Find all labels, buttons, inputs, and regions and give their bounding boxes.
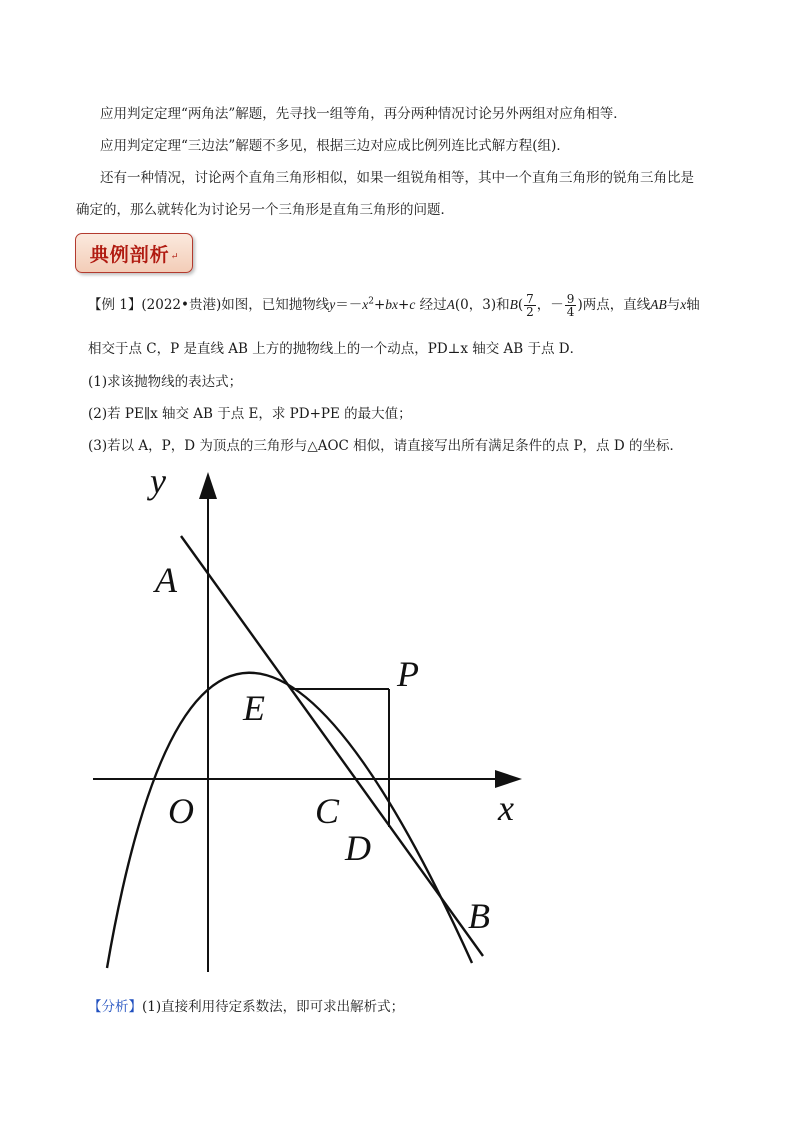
label-a: A — [155, 560, 177, 600]
paragraph-right-triangle-case-2: 确定的，那么就转化为讨论另一个三角形是直角三角形的问题． — [76, 202, 454, 218]
label-o: O — [168, 791, 194, 831]
fraction-numerator: 7 — [526, 292, 534, 306]
line-ab — [181, 536, 483, 956]
passes-through: 经过 — [415, 297, 447, 313]
question-1: (1)求该抛物线的表达式； — [88, 374, 243, 390]
line-ab: AB — [650, 297, 667, 312]
analysis-line — [88, 995, 404, 1015]
eq-c: c — [409, 297, 416, 312]
question-3: (3)若以 A，P，D 为顶点的三角形与△AOC 相似，请直接写出所有满足条件的点 P，点 D 的坐标． — [88, 438, 683, 454]
two-points-text: )两点，直线 — [577, 297, 651, 313]
return-mark: ↵ — [170, 252, 179, 262]
label-d: D — [345, 828, 371, 868]
label-x: x — [498, 788, 514, 828]
fraction-denominator: 4 — [566, 305, 575, 319]
x-axis-arrow — [495, 770, 522, 788]
eq-exponent: 2 — [368, 296, 374, 307]
question-2: (2)若 PE∥x 轴交 AB 于点 E，求 PD+PE 的最大值； — [88, 406, 412, 422]
point-a-name: A — [446, 297, 455, 312]
eq-plus-2: + — [398, 297, 410, 313]
point-b-open: ( — [517, 297, 524, 313]
label-p: P — [397, 654, 419, 694]
eq-x: x — [362, 297, 369, 312]
parabola-curve — [107, 673, 472, 968]
point-a-coord: (0，3)和 — [454, 297, 510, 313]
fraction-numerator: 9 — [566, 292, 575, 306]
analysis-text: (1)直接利用待定系数法，即可求出解析式； — [142, 999, 405, 1015]
paragraph-three-side-method: 应用判定定理“三边法”解题不多见，根据三边对应成比例列连比式解方程(组)． — [100, 138, 570, 154]
label-c: C — [315, 791, 340, 831]
x-axis-name: x — [680, 297, 687, 312]
axis-text: 轴 — [686, 297, 700, 313]
example-source: (2022•贵港)如图，已知抛物线 — [141, 297, 330, 313]
label-b: B — [468, 896, 490, 936]
point-b-sep: ，－ — [536, 297, 564, 313]
analysis-tag: 【分析】 — [88, 999, 142, 1015]
eq-y: y — [329, 297, 336, 312]
fraction-denominator: 2 — [526, 305, 534, 319]
example-tag: 【例 1】 — [88, 297, 142, 313]
point-b-name: B — [509, 297, 518, 312]
eq-part: ＝－ — [335, 297, 363, 313]
label-e: E — [243, 688, 265, 728]
section-badge-label: 典例剖析 — [89, 243, 170, 266]
label-y: y — [150, 461, 166, 501]
with-text: 与 — [666, 297, 681, 313]
y-axis-arrow — [199, 472, 217, 499]
example-line-2: 相交于点 C，P 是直线 AB 上方的抛物线上的一个动点，PD⊥x 轴交 AB 于点 D． — [88, 341, 584, 357]
eq-bx: bx — [385, 297, 399, 312]
paragraph-two-angle-method: 应用判定定理“两角法”解题，先寻找一组等角，再分两种情况讨论另外两组对应角相等． — [100, 106, 627, 122]
eq-plus-1: + — [373, 297, 386, 313]
paragraph-right-triangle-case-1: 还有一种情况，讨论两个直角三角形相似，如果一组锐角相等，其中一个直角三角形的锐角三角比是 — [100, 170, 694, 186]
